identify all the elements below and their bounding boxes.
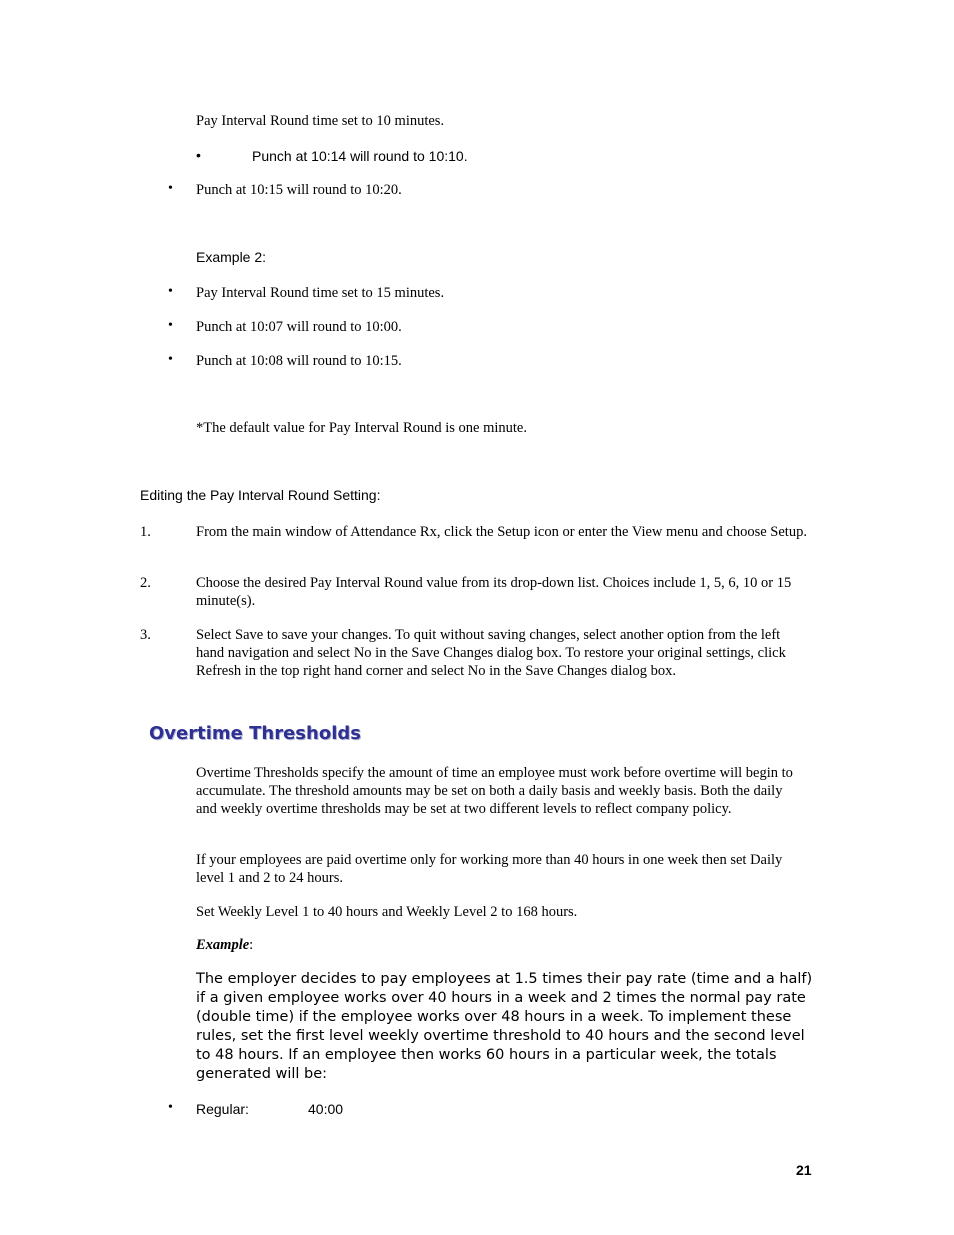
example-text: The employer decides to pay employees at 1.5 times their pay rate (time and a half) if a given employee works over 40 hours in a week and 2 times the normal pay rate (double time) if the employee works over 48 hours in a week. To implement these rules, set the first level weekly overtime threshold to 40 hours and the second level to 48 hours. If an employee then works 60 hours in a particular week, the totals generated will be: <box>196 971 813 1082</box>
example1-intro: Pay Interval Round time set to 10 minutes. <box>196 113 445 129</box>
step-text: Choose the desired Pay Interval Round value from its drop-down list. Choices include 1, 5, 6, 10 or 15 minute(s). <box>196 575 792 609</box>
bullet-icon: • <box>168 318 173 333</box>
regular-value: 40:00 <box>308 1101 344 1117</box>
section-heading: Overtime Thresholds <box>149 723 361 744</box>
example-label: Example <box>196 937 250 953</box>
bullet-icon: • <box>196 147 201 163</box>
example-label-line <box>196 936 253 954</box>
example-colon: : <box>249 937 254 953</box>
example1-bullet1: Punch at 10:14 will round to 10:10. <box>252 148 468 164</box>
step-number: 2. <box>140 575 151 591</box>
step-text: Select Save to save your changes. To quit without saving changes, select another option from the left hand navigation and select No in the Save Changes dialog box. To restore your original settings, click Refresh in the top right hand corner and select No in the Save Changes dialog box. <box>196 627 786 679</box>
bullet-icon: • <box>168 181 173 196</box>
step-number: 1. <box>140 524 151 540</box>
editing-title: Editing the Pay Interval Round Setting: <box>140 487 381 503</box>
example2-title: Example 2: <box>196 249 267 265</box>
bullet-icon: • <box>168 284 173 299</box>
default-note: *The default value for Pay Interval Round is one minute. <box>196 420 527 436</box>
overtime-para3: Set Weekly Level 1 to 40 hours and Weekly Level 2 to 168 hours. <box>196 904 578 920</box>
step-number: 3. <box>140 627 151 643</box>
example1-bullet2: Punch at 10:15 will round to 10:20. <box>196 182 402 198</box>
overtime-para1: Overtime Thresholds specify the amount of time an employee must work before overtime will begin to accumulate. The threshold amounts may be set on both a daily basis and weekly basis. Both the daily and weekly overtime thresholds may be set at two different levels to reflect company policy. <box>196 765 793 817</box>
overtime-para2: If your employees are paid overtime only for working more than 40 hours in one week then set Daily level 1 and 2 to 24 hours. <box>196 852 783 886</box>
example2-bullet: Punch at 10:07 will round to 10:00. <box>196 319 402 335</box>
regular-label: Regular: <box>196 1101 249 1117</box>
example2-bullet: Pay Interval Round time set to 15 minutes. <box>196 285 445 301</box>
example2-bullet: Punch at 10:08 will round to 10:15. <box>196 353 402 369</box>
bullet-icon: • <box>168 352 173 367</box>
bullet-icon: • <box>168 1100 173 1115</box>
page-number: 21 <box>796 1162 812 1178</box>
step-text: From the main window of Attendance Rx, click the Setup icon or enter the View menu and choose Setup. <box>196 524 807 540</box>
